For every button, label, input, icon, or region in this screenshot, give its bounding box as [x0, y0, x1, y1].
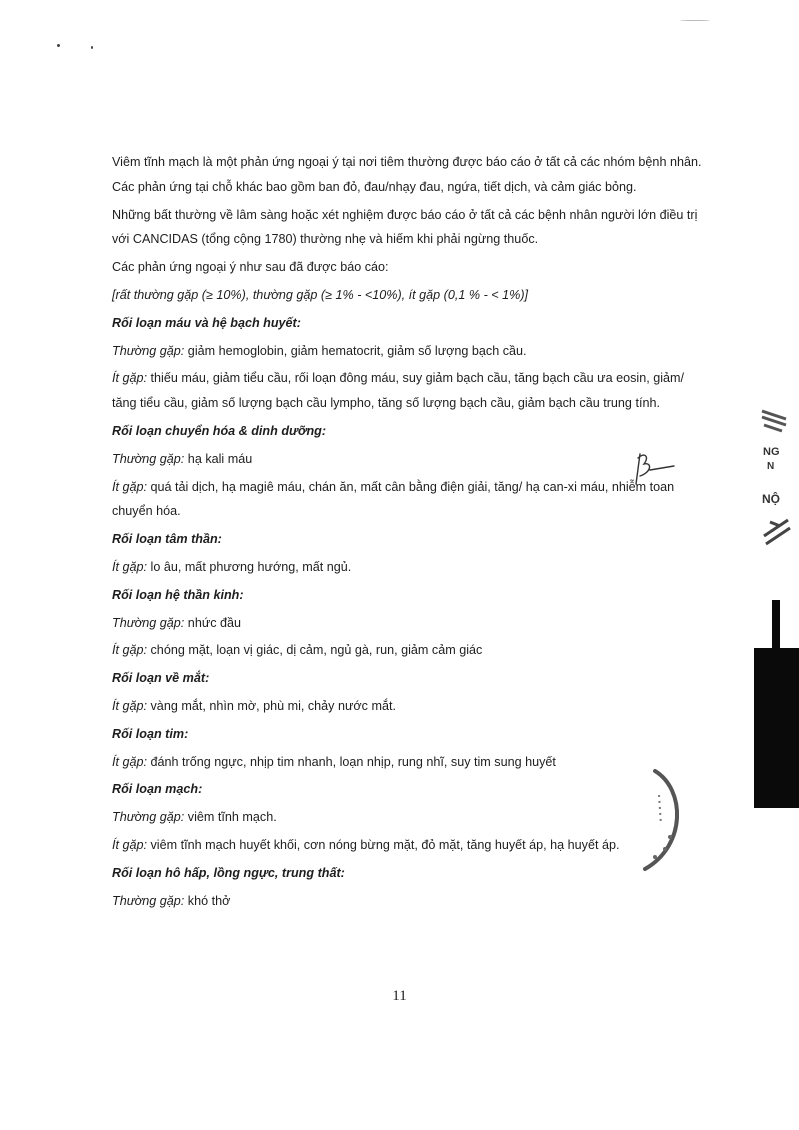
item-text: quá tải dịch, hạ magiê máu, chán ăn, mất cân bằng điện giải, tăng/ hạ can-xi máu, nhiễm toan chuyển hóa.: [112, 479, 675, 519]
frequency-label: Thường gặp:: [112, 343, 185, 358]
stamp-fragment-stripes: [760, 405, 790, 435]
section-heading: Rối loạn máu và hệ bạch huyết:: [112, 315, 301, 330]
paragraph-intro: Viêm tĩnh mạch là một phản ứng ngoại ý tại nơi tiêm thường được báo cáo ở tất cả các nhóm bệnh nhân. Các phản ứng tại chỗ khác bao gồm ban đỏ, đau/nhạy đau, ngứa, tiết dịch, và cảm giác bỏng.: [112, 155, 702, 194]
item-text: vàng mắt, nhìn mờ, phù mi, chảy nước mắt.: [147, 698, 396, 713]
section-item: [112, 889, 704, 914]
scan-speck: [91, 46, 93, 49]
frequency-label: Ít gặp:: [112, 754, 148, 769]
section-item: [112, 611, 704, 636]
frequency-label: Ít gặp:: [112, 643, 148, 658]
stamp-edge-text: NỘ: [762, 492, 780, 506]
section-heading: Rối loạn hệ thần kinh:: [112, 587, 244, 602]
item-text: viêm tĩnh mạch.: [184, 810, 277, 825]
item-text: khó thở: [184, 893, 231, 908]
section-heading: Rối loạn về mắt:: [112, 671, 210, 686]
scan-speck: [680, 20, 710, 21]
paragraph-abnormalities: Những bất thường về lâm sàng hoặc xét nghiệm được báo cáo ở tất cả các bệnh nhân người lớn điều trị với CANCIDAS (tổng cộng 1780) thường nhẹ và hiếm khi phải ngừng thuốc.: [112, 207, 698, 247]
section-item: [112, 339, 704, 364]
section-heading: Rối loạn tâm thần:: [112, 532, 222, 547]
stamp-fragment-lines: [760, 514, 792, 550]
item-text: hạ kali máu: [184, 451, 253, 466]
stamp-edge-text: N: [767, 461, 775, 472]
frequency-label: Thường gặp:: [112, 615, 185, 630]
frequency-label: Ít gặp:: [112, 479, 148, 494]
section-item: [112, 555, 704, 580]
section-item: [112, 475, 704, 525]
binder-mark: [772, 600, 780, 648]
section-item: [112, 694, 704, 719]
item-text: nhức đầu: [184, 615, 242, 630]
item-text: giảm hemoglobin, giảm hematocrit, giảm số lượng bạch cầu.: [184, 343, 527, 358]
stamp-edge-text: NG: [763, 446, 780, 458]
paragraph-reported: Các phản ứng ngoại ý như sau đã được báo cáo:: [112, 260, 389, 275]
frequency-label: Thường gặp:: [112, 451, 185, 466]
item-text: thiếu máu, giảm tiểu cầu, rối loạn đông máu, suy giảm bạch cầu, tăng bạch cầu ưa eosin, giảm/ tăng tiểu cầu, giảm số lượng bạch cầu lympho, tăng số lượng bạch cầu, giảm bạch cầu trung tính.: [112, 371, 684, 411]
section-item: [112, 447, 704, 472]
frequency-label: Thường gặp:: [112, 893, 185, 908]
section-item: [112, 366, 704, 416]
item-text: lo âu, mất phương hướng, mất ngủ.: [147, 559, 352, 574]
section-heading: Rối loạn mạch:: [112, 782, 203, 797]
handwritten-initial-mark: [630, 450, 680, 490]
item-text: viêm tĩnh mạch huyết khối, cơn nóng bừng mặt, đỏ mặt, tăng huyết áp, hạ huyết áp.: [147, 837, 620, 852]
frequency-label: Ít gặp:: [112, 698, 148, 713]
scan-speck: [57, 44, 60, 47]
item-text: chóng mặt, loạn vị giác, dị cảm, ngủ gà, run, giảm cảm giác: [147, 643, 483, 658]
circular-stamp-fragment: [615, 765, 695, 875]
frequency-label: Ít gặp:: [112, 371, 148, 386]
section-heading: Rối loạn chuyển hóa & dinh dưỡng:: [112, 423, 327, 438]
item-text: đánh trống ngực, nhịp tim nhanh, loạn nhịp, rung nhĩ, suy tim sung huyết: [147, 754, 556, 769]
frequency-label: Ít gặp:: [112, 559, 148, 574]
binder-mark: [754, 648, 799, 808]
page-number: 11: [392, 988, 407, 1004]
section-heading: Rối loạn tim:: [112, 726, 189, 741]
section-heading: Rối loạn hô hấp, lồng ngực, trung thất:: [112, 865, 345, 880]
frequency-legend: [rất thường gặp (≥ 10%), thường gặp (≥ 1% - <10%), ít gặp (0,1 % - < 1%)]: [112, 287, 529, 302]
section-item: [112, 638, 704, 663]
frequency-label: Ít gặp:: [112, 837, 148, 852]
frequency-label: Thường gặp:: [112, 810, 185, 825]
